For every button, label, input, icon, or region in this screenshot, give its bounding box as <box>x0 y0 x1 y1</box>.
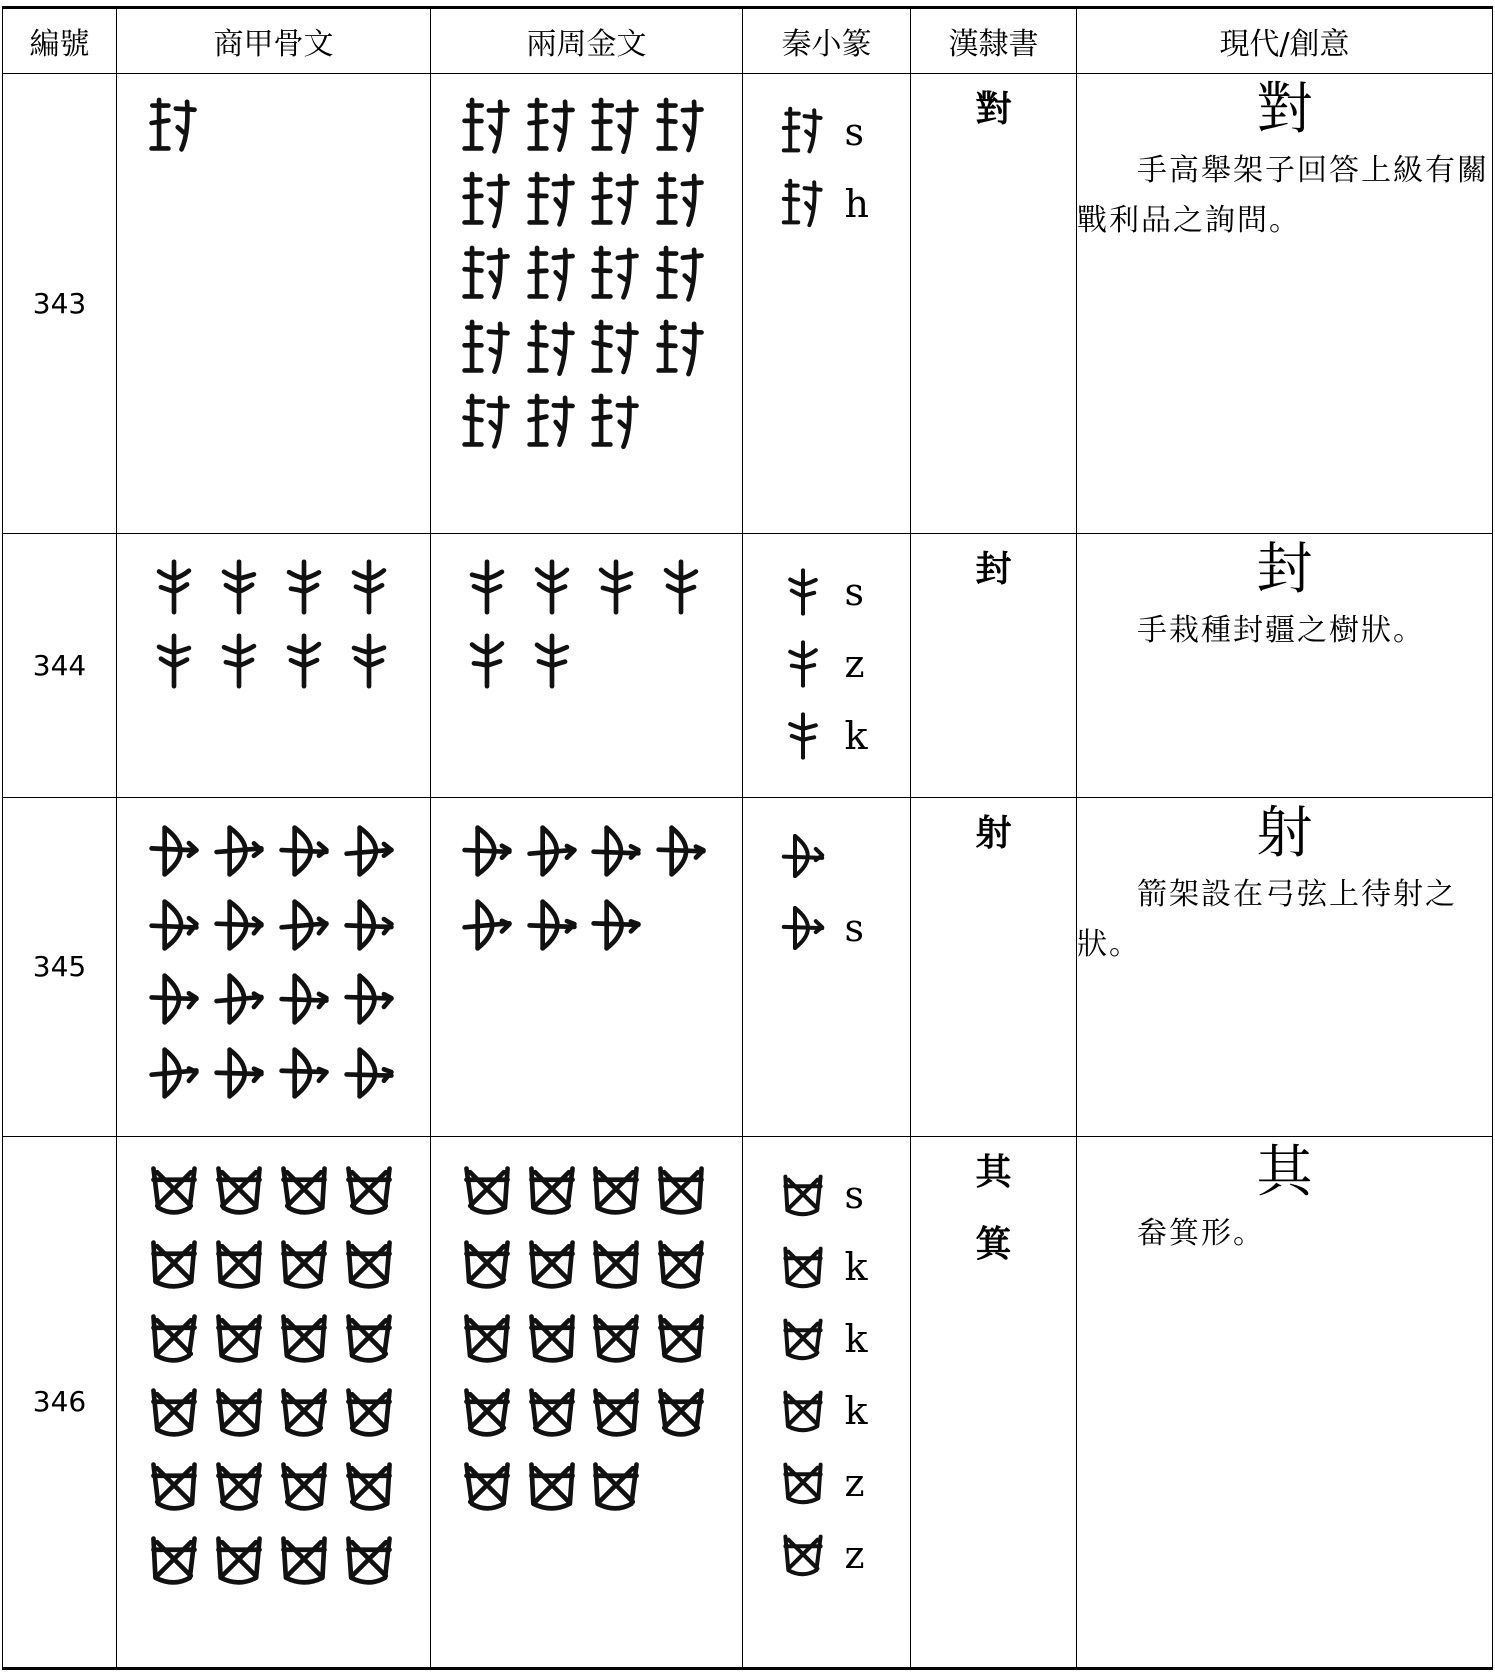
ancient-glyph <box>520 1449 585 1523</box>
bronze-forms <box>431 533 743 797</box>
ancient-glyph <box>336 888 401 962</box>
ancient-glyph <box>455 888 520 962</box>
ancient-glyph <box>336 962 401 1036</box>
ancient-glyph <box>336 1153 401 1227</box>
clerical-char: 對 <box>975 89 1012 130</box>
ancient-glyph <box>271 550 336 624</box>
ancient-glyph <box>520 550 585 624</box>
oracle-bone-forms <box>117 74 431 534</box>
modern-meaning <box>1077 798 1493 1137</box>
source-letter: z <box>844 1532 865 1577</box>
ancient-glyph <box>141 1301 206 1375</box>
ancient-glyph <box>141 1523 206 1597</box>
clerical-char: 箕 <box>975 1223 1012 1265</box>
ancient-glyph <box>271 1449 336 1523</box>
ancient-glyph <box>520 312 585 386</box>
seal-entry <box>779 1447 875 1519</box>
ancient-glyph <box>520 814 585 888</box>
modern-character: 射 <box>1256 801 1313 867</box>
meaning-text: 畚箕形。 <box>1137 1215 1265 1251</box>
clerical-char: 封 <box>975 548 1012 590</box>
ancient-glyph <box>206 814 271 888</box>
ancient-glyph <box>271 814 336 888</box>
oracle-bone-forms <box>117 533 431 797</box>
ancient-glyph <box>141 1153 206 1227</box>
ancient-glyph <box>584 164 649 238</box>
ancient-glyph <box>206 1227 271 1301</box>
ancient-glyph <box>455 386 520 460</box>
ancient-glyph <box>206 888 271 962</box>
meaning-text: 手高舉架子回答上級有關戰利品之詢問。 <box>1077 153 1489 238</box>
ancient-glyph <box>584 90 649 164</box>
ancient-glyph <box>206 550 271 624</box>
ancient-glyph <box>336 1227 401 1301</box>
clerical-forms <box>911 798 1077 1137</box>
ancient-glyph <box>455 238 520 312</box>
ancient-glyph <box>649 1153 714 1227</box>
ancient-glyph <box>206 1449 271 1523</box>
ancient-glyph <box>584 1301 649 1375</box>
ancient-glyph <box>584 1449 649 1523</box>
ancient-glyph <box>336 1301 401 1375</box>
header-modern: 現代/創意 <box>1077 8 1493 74</box>
table-row <box>3 798 1493 1137</box>
seal-entry <box>779 700 875 772</box>
ancient-glyph <box>141 814 206 888</box>
ancient-glyph <box>271 1301 336 1375</box>
ancient-glyph <box>649 1301 714 1375</box>
small-seal-forms <box>743 798 911 1137</box>
header-number: 編號 <box>3 8 117 74</box>
ancient-glyph <box>141 1036 206 1110</box>
header-bronze: 兩周金文 <box>431 8 743 74</box>
clerical-forms <box>911 74 1077 534</box>
source-letter: s <box>844 906 865 951</box>
ancient-glyph <box>206 962 271 1036</box>
ancient-glyph <box>520 624 585 698</box>
ancient-glyph <box>141 1227 206 1301</box>
ancient-glyph <box>649 312 714 386</box>
ancient-glyph <box>649 1227 714 1301</box>
ancient-glyph <box>271 1227 336 1301</box>
character-evolution-table <box>2 6 1493 1670</box>
seal-entry <box>779 168 875 240</box>
modern-character: 其 <box>1256 1139 1313 1205</box>
entry-number: 346 <box>3 1136 117 1668</box>
small-seal-forms <box>743 533 911 797</box>
seal-entry <box>779 96 875 168</box>
ancient-glyph <box>271 962 336 1036</box>
source-letter: k <box>844 1244 868 1289</box>
bronze-forms <box>431 74 743 534</box>
ancient-glyph <box>455 1375 520 1449</box>
ancient-glyph <box>520 164 585 238</box>
oracle-bone-forms <box>117 1136 431 1668</box>
ancient-glyph <box>336 624 401 698</box>
ancient-glyph <box>584 1375 649 1449</box>
ancient-glyph <box>455 1153 520 1227</box>
bronze-forms <box>431 1136 743 1668</box>
ancient-glyph <box>520 238 585 312</box>
source-letter: k <box>844 1388 868 1433</box>
ancient-glyph <box>141 1375 206 1449</box>
entry-number: 343 <box>3 74 117 534</box>
seal-entry <box>779 556 875 628</box>
seal-entry <box>779 628 875 700</box>
ancient-glyph <box>584 1227 649 1301</box>
ancient-glyph <box>336 1375 401 1449</box>
ancient-glyph <box>649 90 714 164</box>
meaning-text: 箭架設在弓弦上待射之狀。 <box>1077 877 1457 963</box>
entry-number: 344 <box>3 533 117 797</box>
header-oracle-bone: 商甲骨文 <box>117 8 431 74</box>
ancient-glyph <box>141 888 206 962</box>
seal-entry <box>779 1519 875 1591</box>
ancient-glyph <box>455 550 520 624</box>
ancient-glyph <box>206 1036 271 1110</box>
ancient-glyph <box>520 1227 585 1301</box>
clerical-forms <box>911 533 1077 797</box>
seal-entry <box>779 892 875 964</box>
source-letter: z <box>844 641 865 686</box>
modern-meaning <box>1077 533 1493 797</box>
ancient-glyph <box>271 1153 336 1227</box>
ancient-glyph <box>271 1523 336 1597</box>
ancient-glyph <box>141 550 206 624</box>
ancient-glyph <box>206 1523 271 1597</box>
ancient-glyph <box>336 1036 401 1110</box>
ancient-glyph <box>584 312 649 386</box>
ancient-glyph <box>520 386 585 460</box>
source-letter: k <box>844 1316 868 1361</box>
ancient-glyph <box>206 1375 271 1449</box>
ancient-glyph <box>271 888 336 962</box>
source-letter: h <box>844 182 869 226</box>
ancient-glyph <box>271 1375 336 1449</box>
ancient-glyph <box>336 550 401 624</box>
table-row <box>3 74 1493 534</box>
bronze-forms <box>431 798 743 1137</box>
ancient-glyph <box>584 238 649 312</box>
ancient-glyph <box>520 888 585 962</box>
ancient-glyph <box>141 1449 206 1523</box>
source-letter: s <box>844 1172 865 1217</box>
ancient-glyph <box>584 386 649 460</box>
ancient-glyph <box>455 1227 520 1301</box>
ancient-glyph <box>455 90 520 164</box>
ancient-glyph <box>271 624 336 698</box>
ancient-glyph <box>584 888 649 962</box>
ancient-glyph <box>455 624 520 698</box>
modern-meaning <box>1077 1136 1493 1668</box>
source-letter: z <box>844 1460 865 1505</box>
ancient-glyph <box>206 1301 271 1375</box>
small-seal-forms <box>743 1136 911 1668</box>
meaning-text: 手栽種封疆之樹狀。 <box>1137 612 1425 648</box>
source-letter: s <box>844 110 865 154</box>
table-row <box>3 533 1493 797</box>
ancient-glyph <box>584 1153 649 1227</box>
modern-character: 封 <box>1256 536 1313 602</box>
ancient-glyph <box>520 1301 585 1375</box>
seal-entry <box>779 1159 875 1231</box>
seal-entry <box>779 820 875 892</box>
ancient-glyph <box>649 238 714 312</box>
ancient-glyph <box>141 90 206 164</box>
header-small-seal: 秦小篆 <box>743 8 911 74</box>
table-row <box>3 1136 1493 1668</box>
clerical-char: 其 <box>975 1151 1012 1193</box>
header-clerical: 漢隸書 <box>911 8 1077 74</box>
ancient-glyph <box>520 1375 585 1449</box>
ancient-glyph <box>649 550 714 624</box>
ancient-glyph <box>271 1036 336 1110</box>
seal-entry <box>779 1375 875 1447</box>
ancient-glyph <box>206 624 271 698</box>
ancient-glyph <box>649 814 714 888</box>
ancient-glyph <box>141 624 206 698</box>
ancient-glyph <box>584 814 649 888</box>
ancient-glyph <box>336 814 401 888</box>
entry-number: 345 <box>3 798 117 1137</box>
modern-meaning <box>1077 74 1493 534</box>
oracle-bone-forms <box>117 798 431 1137</box>
ancient-glyph <box>141 962 206 1036</box>
ancient-glyph <box>649 164 714 238</box>
ancient-glyph <box>649 1375 714 1449</box>
seal-entry <box>779 1303 875 1375</box>
ancient-glyph <box>455 1449 520 1523</box>
small-seal-forms <box>743 74 911 534</box>
modern-character: 對 <box>1256 77 1313 142</box>
header-row <box>3 8 1493 74</box>
ancient-glyph <box>455 1301 520 1375</box>
source-letter: s <box>844 569 865 614</box>
ancient-glyph <box>455 814 520 888</box>
ancient-glyph <box>520 1153 585 1227</box>
clerical-char: 射 <box>975 813 1012 855</box>
ancient-glyph <box>455 312 520 386</box>
source-letter: k <box>844 713 868 758</box>
clerical-forms <box>911 1136 1077 1668</box>
ancient-glyph <box>520 90 585 164</box>
ancient-glyph <box>584 550 649 624</box>
ancient-glyph <box>206 1153 271 1227</box>
seal-entry <box>779 1231 875 1303</box>
ancient-glyph <box>455 164 520 238</box>
ancient-glyph <box>336 1449 401 1523</box>
ancient-glyph <box>336 1523 401 1597</box>
